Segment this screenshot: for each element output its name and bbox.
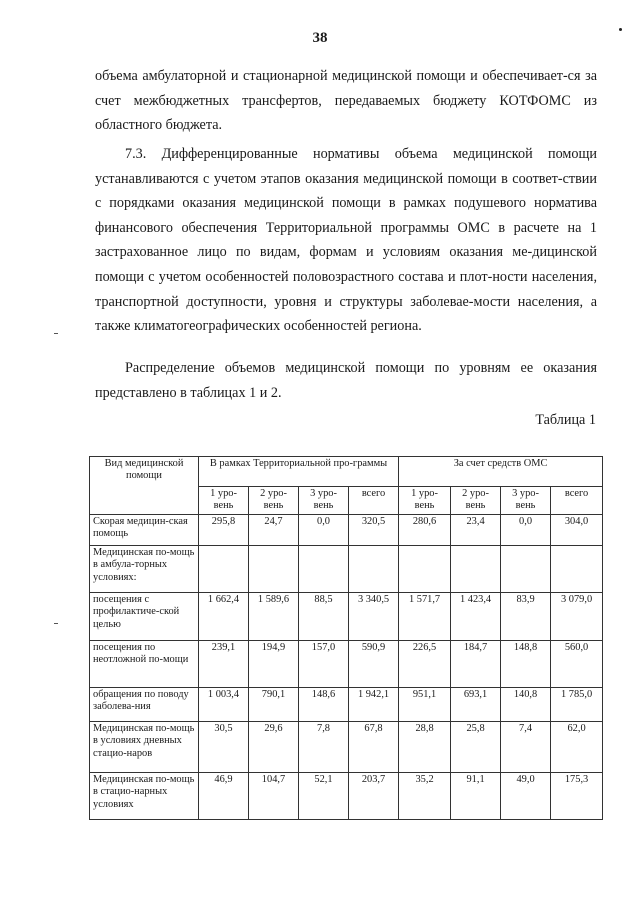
row-value-cell: 239,1	[199, 641, 249, 688]
header-oms-funds: За счет средств ОМС	[399, 457, 603, 487]
row-value-cell: 24,7	[249, 515, 299, 546]
table-row	[90, 688, 603, 722]
header-oms-level-3: 3 уро-вень	[501, 487, 551, 515]
scan-speck	[619, 28, 622, 31]
row-value-cell: 28,8	[399, 722, 451, 773]
row-value-cell	[199, 546, 249, 593]
row-value-cell: 194,9	[249, 641, 299, 688]
row-value-cell: 23,4	[451, 515, 501, 546]
row-value-cell: 29,6	[249, 722, 299, 773]
row-value-cell: 91,1	[451, 773, 501, 820]
row-value-cell	[501, 546, 551, 593]
row-value-cell	[551, 546, 603, 593]
row-value-cell: 1 423,4	[451, 593, 501, 641]
row-value-cell: 52,1	[299, 773, 349, 820]
row-value-cell: 46,9	[199, 773, 249, 820]
row-value-cell: 1 571,7	[399, 593, 451, 641]
row-care-type: Медицинская по-мощь в амбула-торных условиях:	[90, 546, 199, 593]
table-label: Таблица 1	[535, 412, 596, 428]
row-value-cell: 560,0	[551, 641, 603, 688]
row-care-type: Медицинская по-мощь в стацио-нарных условиях	[90, 773, 199, 820]
row-care-type: обращения по поводу заболева-ния	[90, 688, 199, 722]
row-care-type: посещения с профилактиче-ской целью	[90, 593, 199, 641]
row-value-cell: 590,9	[349, 641, 399, 688]
header-oms-level-2: 2 уро-вень	[451, 487, 501, 515]
row-value-cell: 3 079,0	[551, 593, 603, 641]
row-value-cell: 0,0	[501, 515, 551, 546]
row-value-cell: 0,0	[299, 515, 349, 546]
header-oms-total: всего	[551, 487, 603, 515]
margin-tick	[54, 333, 58, 334]
row-value-cell: 1 785,0	[551, 688, 603, 722]
table-row	[90, 773, 603, 820]
row-value-cell: 140,8	[501, 688, 551, 722]
header-oms-level-1: 1 уро-вень	[399, 487, 451, 515]
row-value-cell: 7,4	[501, 722, 551, 773]
body-text-block-3	[95, 356, 597, 405]
body-text-block-1	[95, 64, 597, 138]
row-value-cell: 693,1	[451, 688, 501, 722]
margin-tick	[54, 623, 58, 624]
row-care-type: Медицинская по-мощь в условиях дневных стацио-наров	[90, 722, 199, 773]
row-value-cell: 280,6	[399, 515, 451, 546]
row-value-cell	[299, 546, 349, 593]
row-value-cell: 67,8	[349, 722, 399, 773]
row-value-cell: 3 340,5	[349, 593, 399, 641]
row-value-cell: 104,7	[249, 773, 299, 820]
table-row	[90, 546, 603, 593]
row-value-cell: 184,7	[451, 641, 501, 688]
header-terr-total: всего	[349, 487, 399, 515]
row-value-cell: 226,5	[399, 641, 451, 688]
header-terr-level-1: 1 уро-вень	[199, 487, 249, 515]
row-value-cell: 148,6	[299, 688, 349, 722]
row-care-type: посещения по неотложной по-мощи	[90, 641, 199, 688]
row-value-cell: 1 589,6	[249, 593, 299, 641]
paragraph-1: объема амбулаторной и стационарной медицинской помощи и обеспечивает-ся за счет межбюджетных трансфертов, передаваемых бюджету КОТФОМС из областного бюджета.	[95, 68, 597, 134]
table-row	[90, 515, 603, 546]
table-row	[90, 641, 603, 688]
row-value-cell: 304,0	[551, 515, 603, 546]
row-value-cell: 175,3	[551, 773, 603, 820]
row-value-cell: 295,8	[199, 515, 249, 546]
row-value-cell: 88,5	[299, 593, 349, 641]
row-value-cell: 148,8	[501, 641, 551, 688]
table-row	[90, 593, 603, 641]
row-value-cell: 1 662,4	[199, 593, 249, 641]
row-value-cell: 1 942,1	[349, 688, 399, 722]
row-value-cell: 25,8	[451, 722, 501, 773]
row-value-cell: 62,0	[551, 722, 603, 773]
row-value-cell: 790,1	[249, 688, 299, 722]
row-value-cell: 1 003,4	[199, 688, 249, 722]
row-value-cell: 30,5	[199, 722, 249, 773]
row-value-cell	[399, 546, 451, 593]
volume-distribution-table	[89, 456, 603, 820]
row-value-cell	[349, 546, 399, 593]
row-value-cell: 203,7	[349, 773, 399, 820]
row-value-cell: 951,1	[399, 688, 451, 722]
row-value-cell: 320,5	[349, 515, 399, 546]
row-care-type: Скорая медицин-ская помощь	[90, 515, 199, 546]
paragraph-2: 7.3. Дифференцированные нормативы объема медицинской помощи устанавливаются с учетом этапов оказания медицинской помощи в соответ-ствии с порядками оказания медицинской помощи в рамках подушевого норматива финансового обеспечения Территориальной программы ОМС в расчете на 1 застрахованное лицо по видам, формам и условиям оказания ме-дицинской помощи с учетом особенностей половозрастного состава и плот-ности населения, транспортной доступности, уровня и структуры заболевае-мости населения, а также климатогеографических особенностей региона.	[95, 146, 597, 335]
row-value-cell: 7,8	[299, 722, 349, 773]
row-value-cell	[451, 546, 501, 593]
row-value-cell: 35,2	[399, 773, 451, 820]
row-value-cell: 83,9	[501, 593, 551, 641]
header-territorial-program: В рамках Территориальной про-граммы	[199, 457, 399, 487]
header-terr-level-2: 2 уро-вень	[249, 487, 299, 515]
table-row	[90, 722, 603, 773]
header-care-type: Вид медицинской помощи	[90, 457, 199, 515]
row-value-cell	[249, 546, 299, 593]
paragraph-3: Распределение объемов медицинской помощи по уровням ее оказания представлено в таблицах 1 и 2.	[95, 360, 597, 401]
body-text-block-2	[95, 142, 597, 339]
row-value-cell: 157,0	[299, 641, 349, 688]
row-value-cell: 49,0	[501, 773, 551, 820]
header-terr-level-3: 3 уро-вень	[299, 487, 349, 515]
page-number: 38	[312, 30, 328, 46]
